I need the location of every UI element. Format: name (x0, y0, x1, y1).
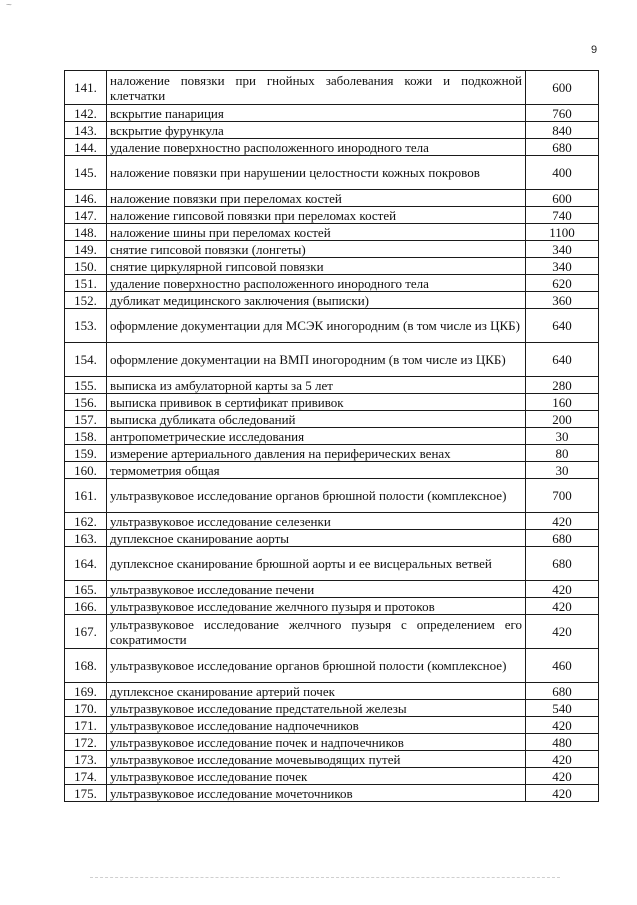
row-number: 171. (65, 717, 107, 734)
page-bottom-rule (90, 877, 560, 878)
table-row (65, 309, 599, 343)
service-price: 420 (526, 768, 599, 785)
row-number: 162. (65, 513, 107, 530)
service-price: 400 (526, 156, 599, 190)
service-price: 680 (526, 547, 599, 581)
row-number: 156. (65, 394, 107, 411)
service-price: 160 (526, 394, 599, 411)
service-name: антропометрические исследования (107, 428, 526, 445)
row-number: 164. (65, 547, 107, 581)
service-price: 680 (526, 530, 599, 547)
service-price: 280 (526, 377, 599, 394)
row-number: 169. (65, 683, 107, 700)
scan-corner-mark: ~ (6, 0, 12, 11)
service-price: 420 (526, 751, 599, 768)
table-row (65, 683, 599, 700)
table-row (65, 139, 599, 156)
table-row (65, 615, 599, 649)
service-price: 600 (526, 71, 599, 105)
row-number: 161. (65, 479, 107, 513)
service-price: 640 (526, 309, 599, 343)
service-name: выписка дубликата обследований (107, 411, 526, 428)
row-number: 143. (65, 122, 107, 139)
service-price: 420 (526, 513, 599, 530)
service-price: 640 (526, 343, 599, 377)
service-name: ультразвуковое исследование органов брюшной полости (комплексное) (107, 649, 526, 683)
service-name: удаление поверхностно расположенного инородного тела (107, 275, 526, 292)
row-number: 150. (65, 258, 107, 275)
service-price: 840 (526, 122, 599, 139)
row-number: 146. (65, 190, 107, 207)
row-number: 147. (65, 207, 107, 224)
table-row (65, 768, 599, 785)
table-row (65, 581, 599, 598)
service-price: 420 (526, 615, 599, 649)
service-name: вскрытие панариция (107, 105, 526, 122)
row-number: 163. (65, 530, 107, 547)
service-price: 80 (526, 445, 599, 462)
service-name: наложение шины при переломах костей (107, 224, 526, 241)
service-name: выписка из амбулаторной карты за 5 лет (107, 377, 526, 394)
service-price: 340 (526, 241, 599, 258)
table-row (65, 513, 599, 530)
row-number: 148. (65, 224, 107, 241)
service-price: 340 (526, 258, 599, 275)
service-name: ультразвуковое исследование почек (107, 768, 526, 785)
service-name: наложение повязки при нарушении целостности кожных покровов (107, 156, 526, 190)
row-number: 144. (65, 139, 107, 156)
row-number: 159. (65, 445, 107, 462)
row-number: 166. (65, 598, 107, 615)
table-row (65, 428, 599, 445)
service-price: 480 (526, 734, 599, 751)
table-row (65, 275, 599, 292)
table-row (65, 751, 599, 768)
service-name: наложение гипсовой повязки при переломах костей (107, 207, 526, 224)
table-row (65, 224, 599, 241)
service-name: выписка прививок в сертификат прививок (107, 394, 526, 411)
service-name: наложение повязки при гнойных заболевания кожи и подкожной клетчатки (107, 71, 526, 105)
table-row (65, 547, 599, 581)
table-row (65, 649, 599, 683)
service-name: ультразвуковое исследование предстательной железы (107, 700, 526, 717)
table-row (65, 717, 599, 734)
table-row (65, 411, 599, 428)
row-number: 172. (65, 734, 107, 751)
service-name: снятие циркулярной гипсовой повязки (107, 258, 526, 275)
service-name: ультразвуковое исследование надпочечников (107, 717, 526, 734)
row-number: 151. (65, 275, 107, 292)
service-name: дуплексное сканирование артерий почек (107, 683, 526, 700)
service-name: оформление документации для МСЭК иногородним (в том числе из ЦКБ) (107, 309, 526, 343)
table-row (65, 394, 599, 411)
row-number: 174. (65, 768, 107, 785)
service-price: 700 (526, 479, 599, 513)
service-price: 740 (526, 207, 599, 224)
service-price: 1100 (526, 224, 599, 241)
service-price: 30 (526, 428, 599, 445)
row-number: 154. (65, 343, 107, 377)
service-name: ультразвуковое исследование селезенки (107, 513, 526, 530)
service-price: 420 (526, 785, 599, 802)
row-number: 173. (65, 751, 107, 768)
row-number: 168. (65, 649, 107, 683)
table-row (65, 207, 599, 224)
table-row (65, 377, 599, 394)
service-name: удаление поверхностно расположенного инородного тела (107, 139, 526, 156)
table-row (65, 292, 599, 309)
service-price: 620 (526, 275, 599, 292)
table-row (65, 700, 599, 717)
table-row (65, 785, 599, 802)
service-price: 760 (526, 105, 599, 122)
row-number: 149. (65, 241, 107, 258)
table-row (65, 598, 599, 615)
table-row (65, 241, 599, 258)
service-name: вскрытие фурункула (107, 122, 526, 139)
row-number: 157. (65, 411, 107, 428)
service-price: 200 (526, 411, 599, 428)
table-row (65, 343, 599, 377)
service-name: термометрия общая (107, 462, 526, 479)
service-name: ультразвуковое исследование желчного пузыря и протоков (107, 598, 526, 615)
page-number: 9 (590, 44, 598, 56)
service-price: 420 (526, 598, 599, 615)
row-number: 165. (65, 581, 107, 598)
service-price: 680 (526, 683, 599, 700)
row-number: 175. (65, 785, 107, 802)
row-number: 152. (65, 292, 107, 309)
row-number: 160. (65, 462, 107, 479)
service-name: ультразвуковое исследование мочеточников (107, 785, 526, 802)
service-price: 420 (526, 581, 599, 598)
table-row (65, 190, 599, 207)
row-number: 158. (65, 428, 107, 445)
service-name: дубликат медицинского заключения (выписки) (107, 292, 526, 309)
row-number: 142. (65, 105, 107, 122)
service-price: 540 (526, 700, 599, 717)
service-price: 360 (526, 292, 599, 309)
table-row (65, 530, 599, 547)
service-price: 460 (526, 649, 599, 683)
service-price: 420 (526, 717, 599, 734)
service-name: ультразвуковое исследование органов брюшной полости (комплексное) (107, 479, 526, 513)
service-name: ультразвуковое исследование почек и надпочечников (107, 734, 526, 751)
table-row (65, 122, 599, 139)
table-row (65, 156, 599, 190)
row-number: 170. (65, 700, 107, 717)
service-price: 600 (526, 190, 599, 207)
table-row (65, 105, 599, 122)
row-number: 141. (65, 71, 107, 105)
service-name: ультразвуковое исследование печени (107, 581, 526, 598)
service-price: 680 (526, 139, 599, 156)
row-number: 153. (65, 309, 107, 343)
service-name: оформление документации на ВМП иногородним (в том числе из ЦКБ) (107, 343, 526, 377)
service-name: снятие гипсовой повязки (лонгеты) (107, 241, 526, 258)
price-list-table (64, 70, 599, 802)
service-price: 30 (526, 462, 599, 479)
table-row (65, 462, 599, 479)
service-name: дуплексное сканирование аорты (107, 530, 526, 547)
service-name: измерение артериального давления на периферических венах (107, 445, 526, 462)
table-row (65, 258, 599, 275)
service-name: наложение повязки при переломах костей (107, 190, 526, 207)
row-number: 145. (65, 156, 107, 190)
table-row (65, 71, 599, 105)
row-number: 167. (65, 615, 107, 649)
service-name: ультразвуковое исследование мочевыводящих путей (107, 751, 526, 768)
table-row (65, 445, 599, 462)
table-row (65, 734, 599, 751)
table-row (65, 479, 599, 513)
price-list-body (65, 71, 599, 802)
service-name: дуплексное сканирование брюшной аорты и ее висцеральных ветвей (107, 547, 526, 581)
service-name: ультразвуковое исследование желчного пузыря с определением его сократимости (107, 615, 526, 649)
row-number: 155. (65, 377, 107, 394)
